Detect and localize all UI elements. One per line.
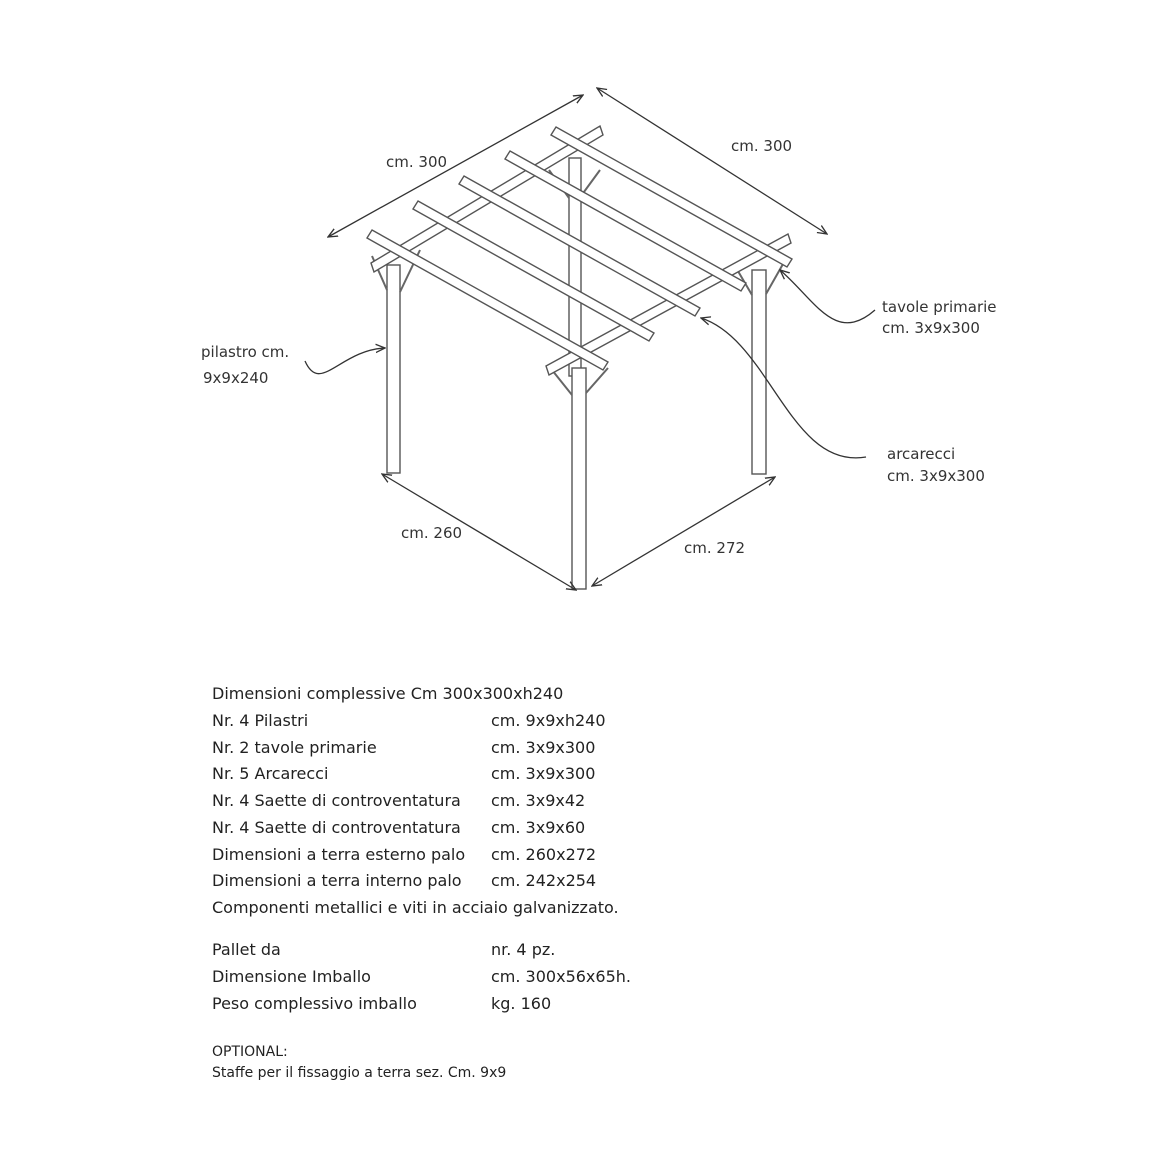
arcarecci-label-line1: arcarecci bbox=[887, 445, 956, 463]
spec-label: Nr. 4 Saette di controventatura bbox=[212, 791, 461, 810]
optional-section bbox=[212, 1042, 506, 1084]
pilastro-label-line2: 9x9x240 bbox=[203, 369, 269, 387]
post-right bbox=[752, 270, 766, 474]
spec-value: cm. 3x9x60 bbox=[491, 817, 586, 837]
spec-row bbox=[212, 710, 619, 737]
specs-title: Dimensioni complessive Cm 300x300xh240 bbox=[212, 684, 564, 703]
specs-note: Componenti metallici e viti in acciaio galvanizzato. bbox=[212, 898, 619, 917]
tavole-label-line1: tavole primarie bbox=[882, 298, 997, 316]
dim-label-top-left: cm. 300 bbox=[386, 153, 448, 171]
packaging-value: nr. 4 pz. bbox=[491, 940, 556, 959]
spec-row bbox=[212, 870, 619, 897]
packaging-label: Dimensione Imballo bbox=[212, 967, 371, 986]
tavole-label-line2: cm. 3x9x300 bbox=[882, 319, 980, 337]
spec-value: cm. 3x9x42 bbox=[491, 791, 586, 810]
spec-value: cm. 242x254 bbox=[491, 871, 597, 891]
spec-label: Nr. 4 Pilastri bbox=[212, 710, 309, 730]
arcarecci-label-line2: cm. 3x9x300 bbox=[887, 467, 985, 485]
packaging-label: Pallet da bbox=[212, 940, 281, 959]
spec-label: Dimensioni a terra interno palo bbox=[212, 871, 462, 891]
spec-value: cm. 3x9x300 bbox=[491, 737, 596, 757]
spec-value: cm. 3x9x300 bbox=[491, 764, 596, 784]
spec-row bbox=[212, 817, 619, 844]
specs-list bbox=[212, 683, 619, 923]
spec-label: Nr. 2 tavole primarie bbox=[212, 737, 377, 757]
spec-label: Nr. 4 Saette di controventatura bbox=[212, 817, 461, 837]
dim-line-top-right bbox=[597, 88, 827, 234]
packaging-value: kg. 160 bbox=[491, 994, 552, 1013]
dim-line-bottom-right bbox=[592, 477, 775, 586]
spec-label: Nr. 5 Arcarecci bbox=[212, 764, 329, 784]
dim-label-bottom-right: cm. 272 bbox=[684, 539, 746, 557]
spec-row bbox=[212, 844, 619, 871]
spec-row bbox=[212, 737, 619, 764]
dim-label-bottom-left: cm. 260 bbox=[401, 524, 463, 542]
dim-label-top-right: cm. 300 bbox=[731, 137, 793, 155]
pilastro-label-line1: pilastro cm. bbox=[201, 343, 290, 361]
post-front bbox=[572, 368, 586, 589]
spec-row bbox=[212, 790, 619, 817]
post-left bbox=[387, 265, 400, 473]
leader-pilastro bbox=[305, 348, 385, 374]
leader-arcarecci bbox=[701, 318, 866, 458]
spec-row bbox=[212, 763, 619, 790]
packaging-value: cm. 300x56x65h. bbox=[491, 967, 631, 986]
spec-label: Dimensioni a terra esterno palo bbox=[212, 844, 466, 864]
spec-value: cm. 260x272 bbox=[491, 844, 597, 864]
leader-tavole bbox=[780, 270, 875, 323]
optional-text: Staffe per il fissaggio a terra sez. Cm. 9x9 bbox=[212, 1065, 507, 1081]
spec-value: cm. 9x9xh240 bbox=[491, 710, 606, 730]
optional-heading: OPTIONAL: bbox=[212, 1044, 288, 1060]
packaging-label: Peso complessivo imballo bbox=[212, 994, 417, 1013]
